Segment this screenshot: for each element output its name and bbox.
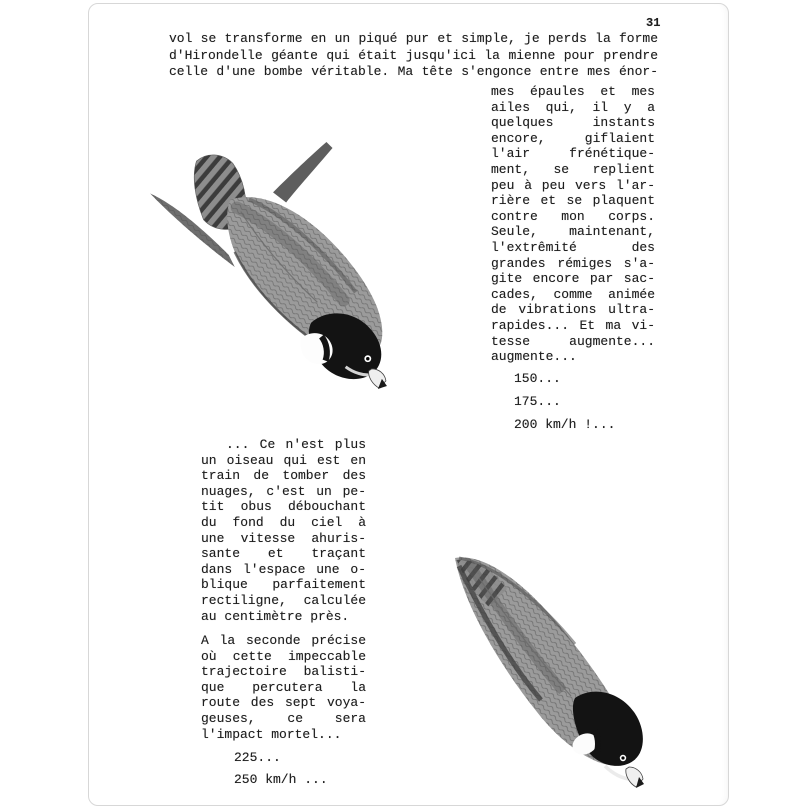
left-column-paragraph-1 bbox=[201, 437, 366, 624]
text-line: train de tomber des bbox=[201, 468, 366, 484]
text-line: quelques instants bbox=[491, 115, 655, 131]
text-line: 175... bbox=[514, 394, 561, 410]
text-line: au centimètre près. bbox=[201, 608, 350, 624]
text-line: sante et traçant bbox=[201, 546, 366, 562]
text-line: du fond du ciel à bbox=[201, 514, 366, 530]
text-line: Seule, maintenant, bbox=[491, 224, 655, 240]
text-line: vol se transforme en un piqué pur et simple, je perds la forme bbox=[169, 31, 658, 46]
text-line: geuses, ce sera bbox=[201, 710, 366, 726]
text-line: A la seconde précise bbox=[201, 633, 366, 648]
text-line: 250 km/h ... bbox=[234, 772, 328, 788]
right-column-lines bbox=[491, 84, 655, 349]
text-line: ment, se replient bbox=[491, 161, 655, 177]
text-line: un oiseau qui est en bbox=[201, 452, 366, 468]
text-line: où cette impeccable bbox=[201, 648, 366, 664]
text-line: tesse augmente... bbox=[491, 333, 655, 349]
text-line: l'air frénétique- bbox=[491, 146, 655, 162]
text-line: encore, giflaient bbox=[491, 130, 655, 146]
speed-list-left bbox=[234, 747, 384, 792]
text-line: rapides... Et ma vi- bbox=[491, 317, 655, 333]
text-line: tit obus débouchant bbox=[201, 499, 366, 515]
text-line: 200 km/h !... bbox=[514, 417, 616, 433]
text-line: dans l'espace une o- bbox=[201, 561, 366, 577]
page-number: 31 bbox=[646, 16, 661, 30]
text-line: d'Hirondelle géante qui était jusqu'ici la mienne pour prendre bbox=[169, 47, 658, 63]
text-line: mes épaules et mes bbox=[491, 84, 655, 99]
text-line: blique parfaitement bbox=[201, 577, 366, 593]
text-line: une vitesse ahuris- bbox=[201, 530, 366, 546]
text-line: celle d'une bombe véritable. Ma tête s'engonce entre mes énor- bbox=[169, 64, 658, 79]
text-line: nuages, c'est un pe- bbox=[201, 483, 366, 499]
falcon2-malar-stripe bbox=[595, 731, 598, 757]
text-line: gite encore par sac- bbox=[491, 271, 655, 287]
falcon-illustration-top bbox=[144, 141, 391, 393]
text-line: de vibrations ultra- bbox=[491, 302, 655, 318]
text-line: 150... bbox=[514, 371, 561, 386]
text-line: l'impact mortel... bbox=[201, 726, 342, 742]
book-page bbox=[88, 3, 729, 806]
text-line: cades, comme animée bbox=[491, 286, 655, 302]
falcon-illustration-bottom bbox=[445, 548, 651, 798]
text-line: ailes qui, il y a bbox=[491, 99, 655, 115]
text-line: rière et se plaquent bbox=[491, 193, 655, 209]
text-line: trajectoire balisti- bbox=[201, 664, 366, 680]
speed-list-right bbox=[514, 367, 664, 437]
text-line: rectiligne, calculée bbox=[201, 592, 366, 608]
intro-paragraph bbox=[169, 31, 658, 81]
text-line: que percutera la bbox=[201, 679, 366, 695]
text-line: ... Ce n'est plus bbox=[226, 437, 366, 452]
falcon1-right-wingtip bbox=[273, 142, 332, 202]
text-line: peu à peu vers l'ar- bbox=[491, 177, 655, 193]
left-column-p2-lines bbox=[201, 633, 366, 727]
text-line: 225... bbox=[234, 750, 281, 765]
right-column bbox=[491, 84, 655, 365]
text-line: contre mon corps. bbox=[491, 208, 655, 224]
left-column-paragraph-2 bbox=[201, 633, 366, 742]
text-line: grandes rémiges s'a- bbox=[491, 255, 655, 271]
text-line: route des sept voya- bbox=[201, 695, 366, 711]
falcon2-head bbox=[569, 692, 644, 788]
text-line: augmente... bbox=[491, 349, 577, 365]
left-column-p1-lines bbox=[201, 437, 366, 609]
text-line: l'extrêmité des bbox=[491, 239, 655, 255]
